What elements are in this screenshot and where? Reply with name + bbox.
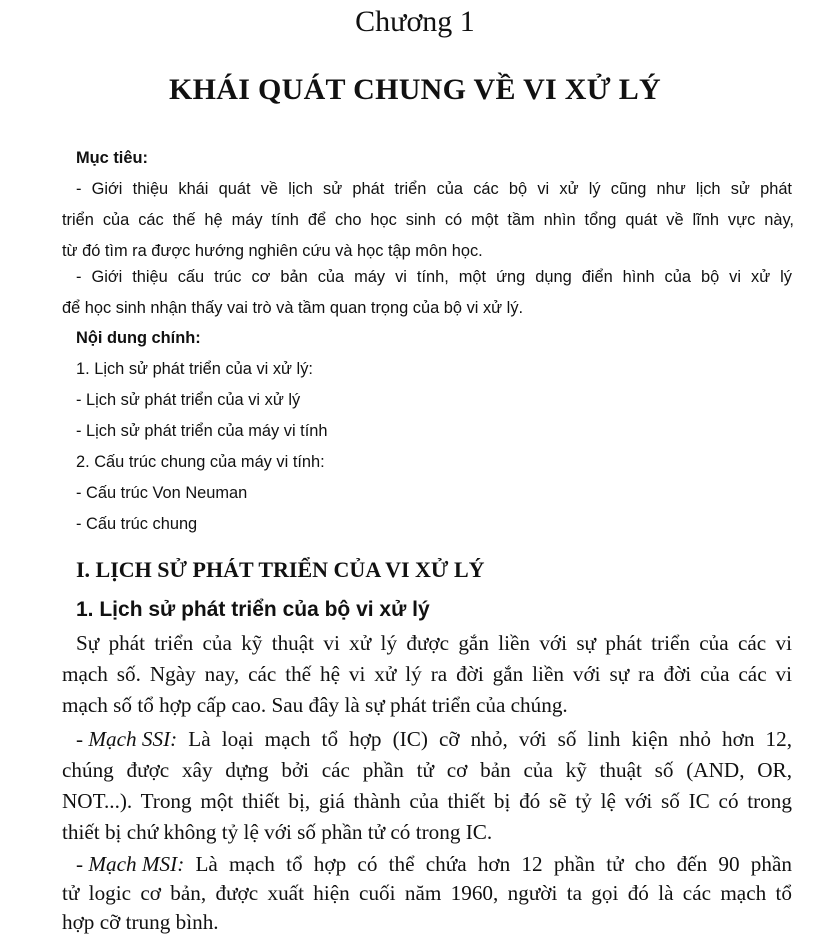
text-line: hợp cỡ trung bình. (62, 910, 219, 934)
text-line: từ đó tìm ra được hướng nghiên cứu và học tập môn học. (62, 242, 483, 260)
msi-term: - Mạch MSI: (76, 852, 185, 876)
msi-first-line (76, 849, 792, 880)
list-item: - Lịch sử phát triển của vi xử lý (76, 391, 301, 409)
text-line: - Giới thiệu cấu trúc cơ bản của máy vi tính, một ứng dụng điển hình của bộ vi xử lý (76, 268, 792, 286)
list-item: 2. Cấu trúc chung của máy vi tính: (76, 453, 325, 471)
subsection-heading: 1. Lịch sử phát triển của bộ vi xử lý (76, 598, 430, 621)
text-line: mạch số tổ hợp cấp cao. Sau đây là sự phát triển của chúng. (62, 693, 568, 717)
text-line: chúng được xây dựng bởi các phần tử cơ bản của kỹ thuật số (AND, OR, (62, 758, 792, 782)
section-heading: I. LỊCH SỬ PHÁT TRIỂN CỦA VI XỬ LÝ (76, 557, 485, 582)
text-line: thiết bị chứ không tỷ lệ với số phần tử có trong IC. (62, 820, 493, 844)
list-item: - Cấu trúc Von Neuman (76, 484, 248, 502)
chapter-label: Chương 1 (355, 5, 475, 38)
text-line: mạch số. Ngày nay, các thế hệ vi xử lý ra đời gắn liền với sự ra đời của các vi (62, 662, 792, 686)
main-content-heading: Nội dung chính: (76, 329, 201, 347)
list-item: - Cấu trúc chung (76, 515, 198, 533)
text-line: triển của các thế hệ máy tính để cho học sinh có một tầm nhìn tổng quát về lĩnh vực này, (62, 211, 794, 229)
objectives-heading: Mục tiêu: (76, 149, 148, 167)
chapter-title: KHÁI QUÁT CHUNG VỀ VI XỬ LÝ (168, 73, 662, 106)
text-line: - Giới thiệu khái quát về lịch sử phát triển của các bộ vi xử lý cũng như lịch sử phát (76, 180, 792, 198)
ssi-first-line (76, 724, 792, 755)
list-item: 1. Lịch sử phát triển của vi xử lý: (76, 360, 313, 378)
text-line: tử logic cơ bản, được xuất hiện cuối năm 1960, người ta gọi đó là các mạch tổ (62, 881, 792, 905)
text-line: để học sinh nhận thấy vai trò và tầm quan trọng của bộ vi xử lý. (62, 299, 524, 317)
ssi-term: - Mạch SSI: (76, 727, 178, 751)
text-line: Là mạch tổ hợp có thể chứa hơn 12 phần tử cho đến 90 phần (184, 852, 792, 876)
text-line: NOT...). Trong một thiết bị, giá thành của thiết bị đó sẽ tỷ lệ với số IC có trong (62, 789, 792, 813)
list-item: - Lịch sử phát triển của máy vi tính (76, 422, 328, 440)
text-line: Là loại mạch tổ hợp (IC) cỡ nhỏ, với số linh kiện nhỏ hơn 12, (177, 727, 792, 751)
text-line: Sự phát triển của kỹ thuật vi xử lý được gắn liền với sự phát triển của các vi (76, 631, 792, 655)
